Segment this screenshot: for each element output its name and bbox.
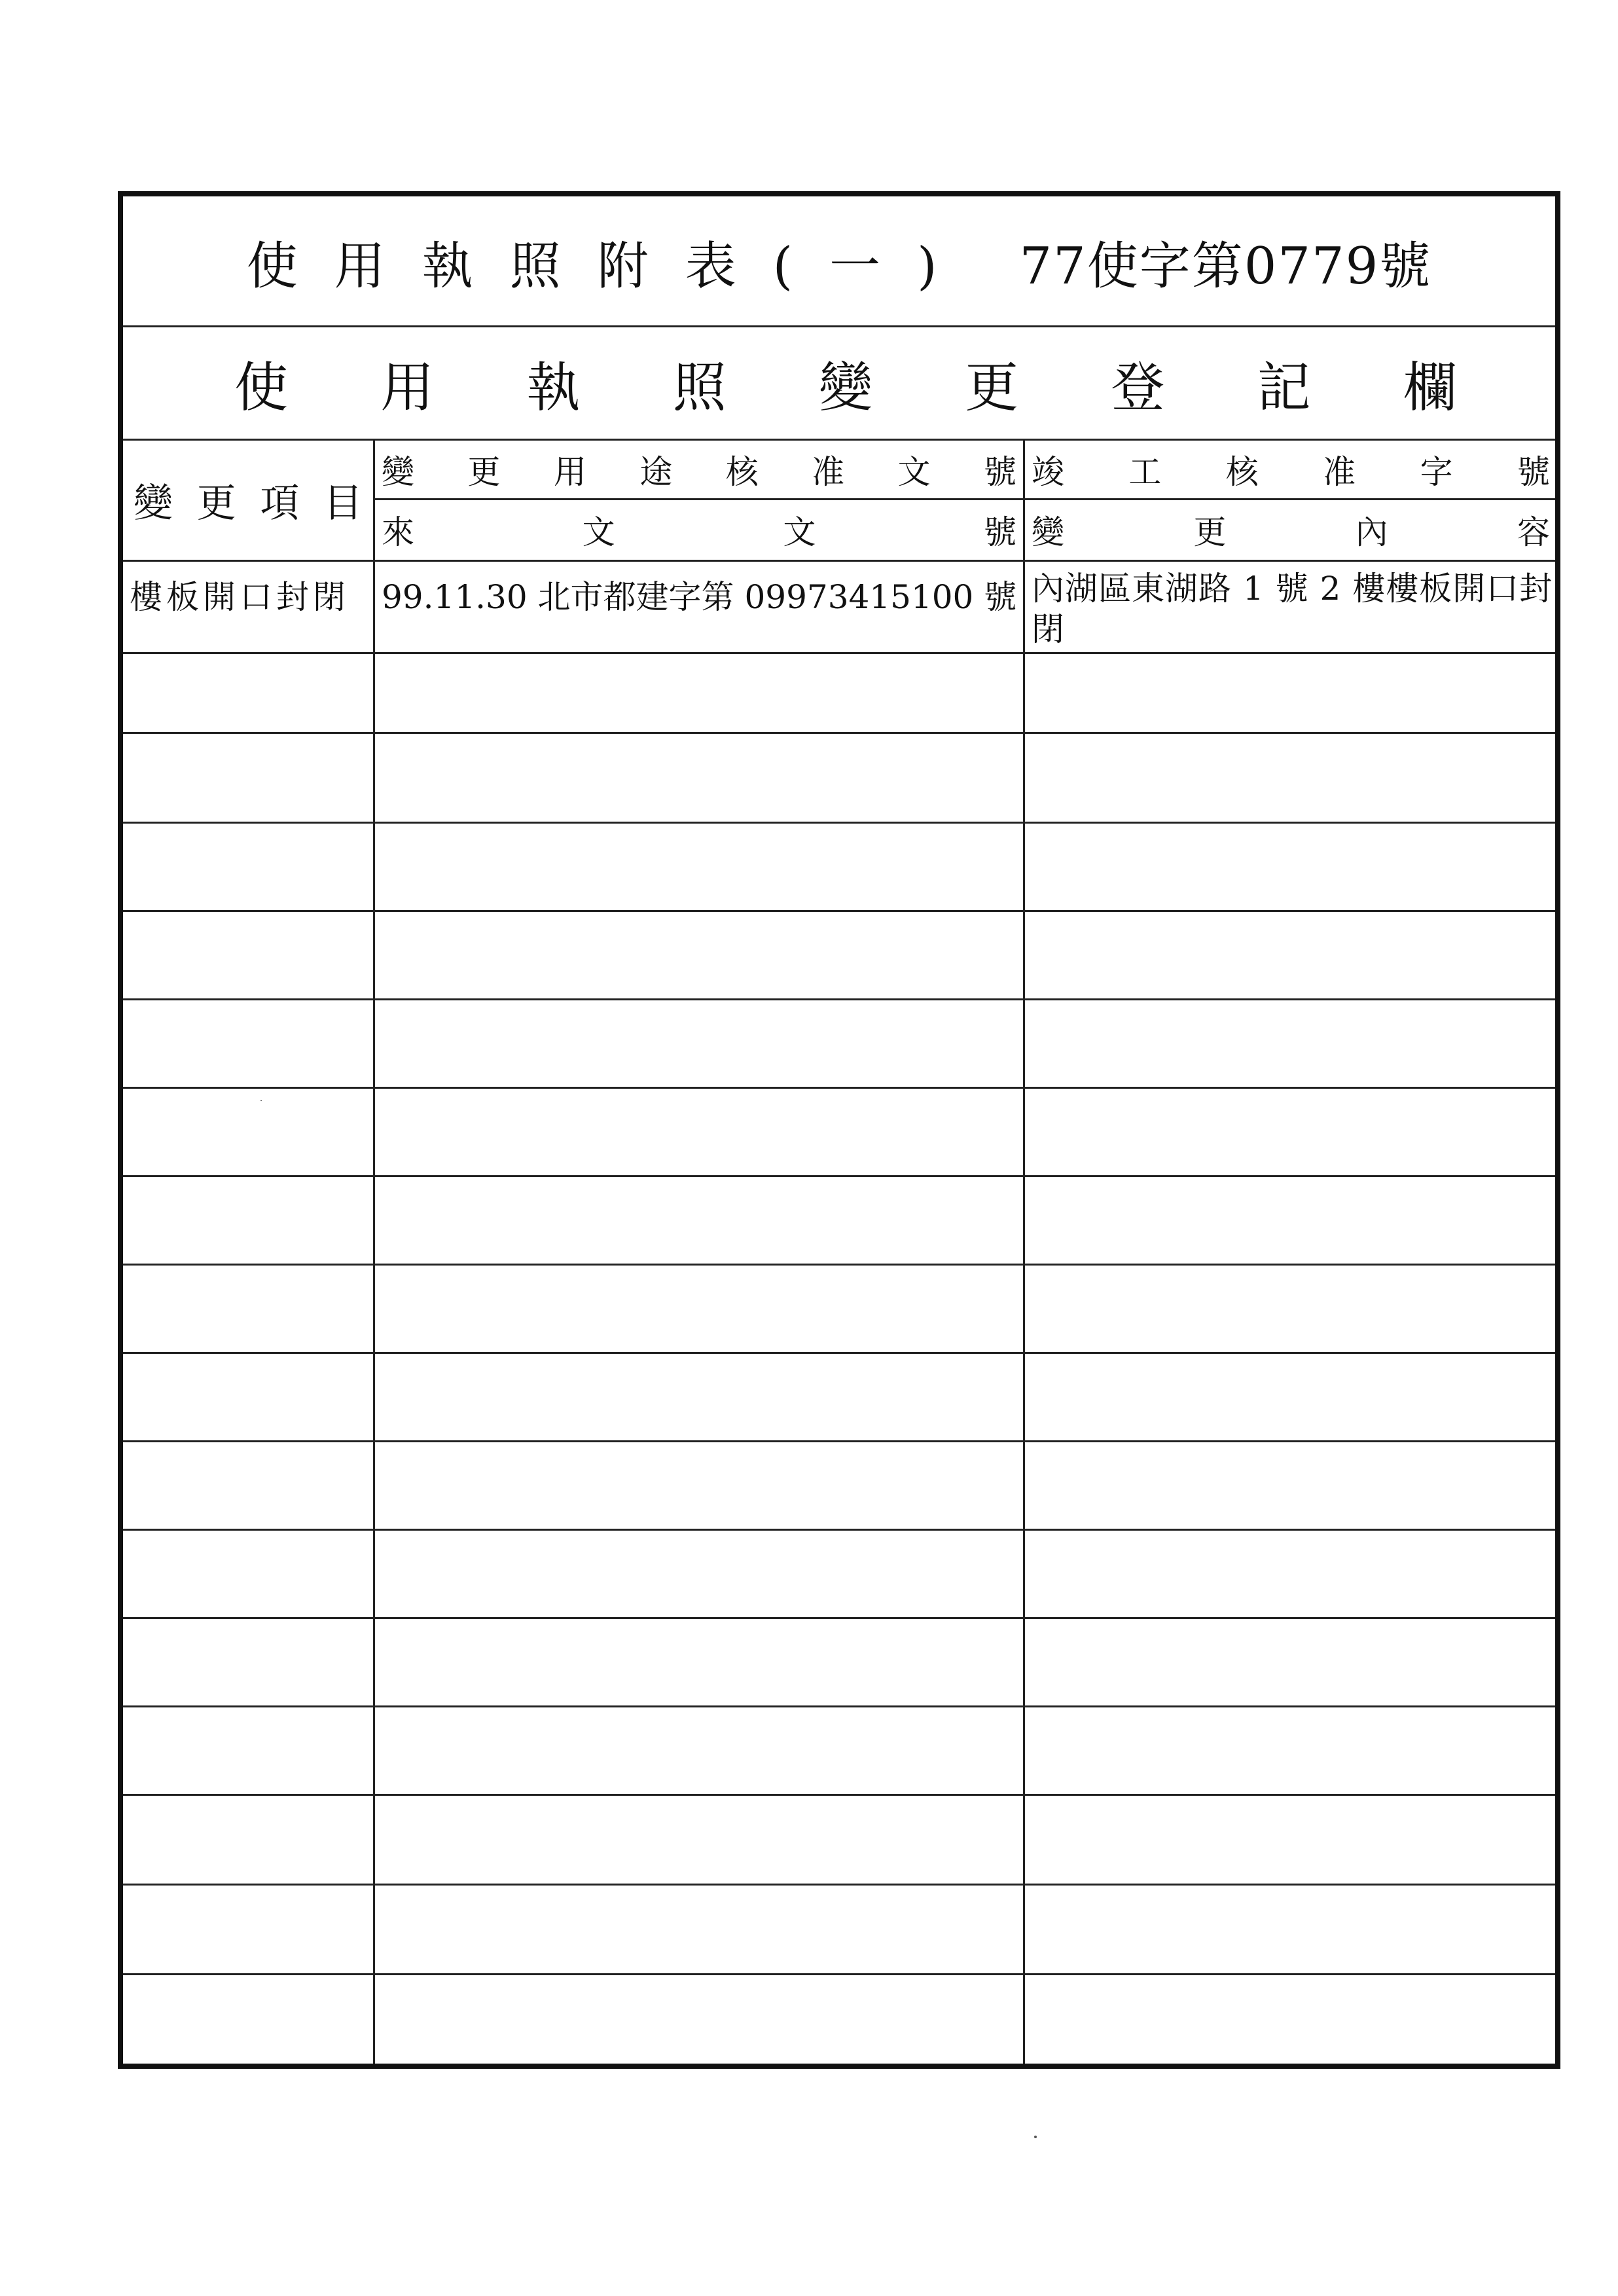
form-title-main: 使用執照附表(一) (246, 237, 974, 296)
row-divider (123, 1617, 1555, 1619)
row-divider (123, 1529, 1555, 1531)
column-header-completion-top: 竣 工 核 准 字 號 (1032, 453, 1550, 491)
row-divider (123, 732, 1555, 734)
row-divider (123, 1884, 1555, 1886)
form-title (123, 196, 1555, 327)
column-header-completion-bottom: 變 更 內 容 (1032, 513, 1550, 551)
column-divider (1023, 440, 1025, 2064)
row-divider (123, 652, 1555, 654)
row-divider (123, 910, 1555, 912)
section-title: 使 用 執 照 變 更 登 記 欄 (234, 356, 1457, 419)
column-header-approval-top: 變 更 用 途 核 准 文 號 (382, 453, 1016, 491)
row-divider (123, 1087, 1555, 1089)
table-row-content: 內湖區東湖路 1 號 2 樓樓板開口封閉 (1032, 570, 1553, 648)
scan-speck (261, 1100, 262, 1101)
row-divider (123, 1264, 1555, 1266)
row-divider (123, 998, 1555, 1000)
row-divider (123, 822, 1555, 824)
divider (375, 498, 1555, 500)
row-divider (123, 1705, 1555, 1707)
row-divider (123, 1175, 1555, 1177)
row-divider (123, 1794, 1555, 1796)
scan-speck (1034, 2136, 1037, 2138)
column-header-item: 變 更 項 目 (134, 480, 363, 526)
row-divider (123, 1352, 1555, 1354)
column-header-approval-bottom: 來 文 文 號 (382, 513, 1016, 551)
license-number: 77使字第0779號 (1019, 237, 1432, 296)
row-divider (123, 1440, 1555, 1442)
table-row-approval: 99.11.30 北市都建字第 09973415100 號 (382, 578, 1017, 616)
row-divider (123, 1973, 1555, 1975)
column-divider (373, 440, 375, 2064)
registration-form (118, 191, 1560, 2069)
table-row-item: 樓板開口封閉 (130, 578, 350, 616)
